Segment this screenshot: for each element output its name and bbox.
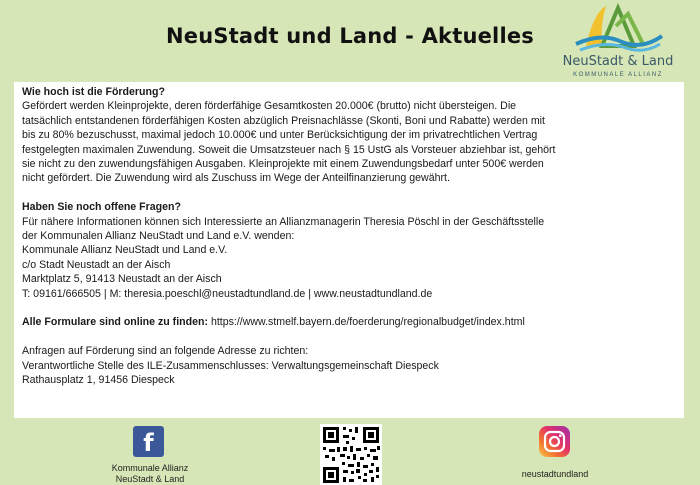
text-line: Rathausplatz 1, 91456 Diespeck xyxy=(22,374,175,387)
instagram-icon[interactable] xyxy=(539,426,570,457)
text-line: sie nicht zu den zuwendungsfähigen Ausgaben. Kleinprojekte mit einem Zuwendungsbedarf unter 500€ werden xyxy=(22,158,544,171)
facebook-label-line: Kommunale Allianz xyxy=(111,463,189,473)
logo-icon xyxy=(572,2,664,54)
text-line: bis zu 80% bezuschusst, maximal jedoch 10.000€ und unter Berücksichtigung der im privatrechtlichen Vertrag xyxy=(22,129,538,142)
facebook-label xyxy=(80,463,220,485)
qr-code-icon[interactable] xyxy=(320,424,382,485)
text-line: Für nähere Informationen können sich Interessierte an Allianzmanagerin Theresia Pöschl in der Geschäftsstelle xyxy=(22,215,545,228)
contact-line[interactable]: T: 09161/666505 | M: theresia.poeschl@neustadtundland.de | www.neustadtundland.de xyxy=(22,287,433,300)
logo xyxy=(548,2,688,80)
forms-url-link[interactable]: https://www.stmelf.bayern.de/foerderung/regionalbudget/index.html xyxy=(208,316,525,329)
text-line: tatsächlich entstandenen förderfähigen Kosten abzüglich Preisnachlässe (Skonti, Boni und Rabatte) werden mit xyxy=(22,114,545,127)
text-line: nicht gefördert. Die Zuwendung wird als Zuschuss im Wege der Anteilfinanzierung gewährt. xyxy=(22,172,450,185)
logo-name: NeuStadt & Land xyxy=(562,54,674,69)
text-line: Kommunale Allianz NeuStadt und Land e.V. xyxy=(22,244,228,257)
forms-label: Alle Formulare sind online zu finden: xyxy=(22,316,208,329)
text-line: festgelegten maximalen Zuwendung. Soweit die Umsatzsteuer nach § 15 UstG als Vorsteuer abziehbar ist, gehört xyxy=(22,143,556,156)
instagram-glyph xyxy=(539,426,570,457)
facebook-icon[interactable]: f xyxy=(133,426,164,457)
content-box xyxy=(14,82,684,418)
text-line: Marktplatz 5, 91413 Neustadt an der Aisch xyxy=(22,273,222,286)
text-line: Verantwortliche Stelle des ILE-Zusammenschlusses: Verwaltungsgemeinschaft Diespeck xyxy=(22,359,439,372)
facebook-label-line: NeuStadt & Land xyxy=(115,474,185,484)
logo-subtitle: KOMMUNALE ALLIANZ xyxy=(573,72,663,78)
text-line: c/o Stadt Neustadt an der Aisch xyxy=(22,258,171,271)
instagram-label: neustadtundland xyxy=(521,469,589,479)
section-heading-questions: Haben Sie noch offene Fragen? xyxy=(22,201,181,214)
page-title: NeuStadt und Land - Aktuelles xyxy=(166,24,534,48)
text-line: Gefördert werden Kleinprojekte, deren förderfähige Gesamtkosten 20.000€ (brutto) nicht übersteigen. Die xyxy=(22,100,517,113)
forms-line xyxy=(22,315,676,329)
qr-code-graphic xyxy=(320,424,382,485)
text-line: Anfragen auf Förderung sind an folgende Adresse zu richten: xyxy=(22,345,309,358)
text-line: der Kommunalen Allianz NeuStadt und Land e.V. wenden: xyxy=(22,230,295,243)
section-heading-funding: Wie hoch ist die Förderung? xyxy=(22,86,165,98)
